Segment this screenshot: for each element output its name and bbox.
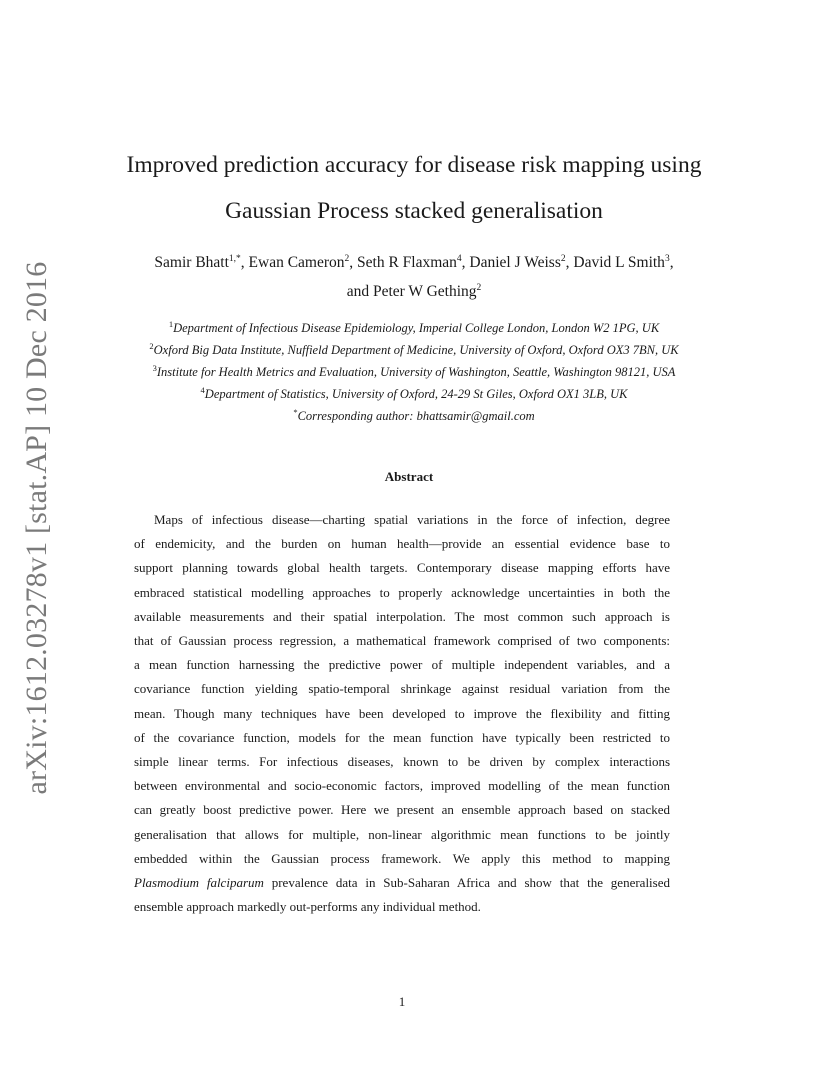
affiliation-text: Institute for Health Metrics and Evaluation, University of Washington, Seattle, Washington 98121, USA: [156, 365, 676, 379]
affiliation: [0, 343, 828, 358]
affiliation-text: Oxford Big Data Institute, Nuffield Department of Medicine, University of Oxford, Oxford OX3 7BN, UK: [153, 343, 679, 357]
author-affiliation-mark: 2: [476, 283, 482, 293]
abstract-line: support planning towards global health targets. Contemporary disease mapping efforts have: [134, 560, 670, 576]
abstract-line: a mean function harnessing the predictive power of multiple independent variables, and a: [134, 657, 670, 673]
author-separator: ,: [461, 254, 470, 271]
corresponding-author: [0, 409, 828, 424]
abstract-line: generalisation that allows for multiple, non-linear algorithmic mean functions to be jointly: [134, 826, 670, 842]
author-affiliation-mark: 3: [664, 254, 670, 264]
affiliation: [0, 321, 828, 336]
abstract-body: [134, 508, 670, 919]
abstract-line: of the covariance function, models for the mean function have typically been restricted to: [134, 729, 670, 745]
author-list: [0, 254, 828, 272]
abstract-heading: Abstract: [384, 469, 434, 484]
author-name: David L Smith: [573, 254, 665, 271]
affiliation-mark: 4: [200, 385, 205, 395]
corresponding-author-text: Corresponding author: bhattsamir@gmail.com: [297, 409, 535, 423]
paper-title-line-2: Gaussian Process stacked generalisation: [225, 198, 603, 224]
abstract-line: mean. Though many techniques have been developed to improve the flexibility and fitting: [134, 705, 670, 721]
affiliation: [0, 365, 828, 380]
author-name: Daniel J Weiss: [469, 254, 561, 271]
affiliation-mark: *: [293, 407, 298, 417]
author-name: Seth R Flaxman: [357, 254, 457, 271]
abstract-line: that of Gaussian process regression, a mathematical framework comprised of two components:: [134, 633, 670, 649]
arxiv-identifier: arXiv:1612.03278v1 [stat.AP] 10 Dec 2016: [20, 261, 53, 795]
author-list-continued: [0, 283, 828, 301]
author-name: Ewan Cameron: [248, 254, 345, 271]
affiliation-mark: 3: [152, 363, 157, 373]
abstract-line: ensemble approach markedly out-performs any individual method.: [134, 899, 481, 915]
affiliation-text: Department of Infectious Disease Epidemiology, Imperial College London, London W2 1PG, UK: [173, 321, 660, 335]
abstract-line: of endemicity, and the burden on human health—provide an essential evidence base to: [134, 536, 670, 552]
author-separator: ,: [565, 254, 574, 271]
affiliation-mark: 1: [168, 319, 174, 329]
abstract-line: embraced statistical modelling approaches to properly acknowledge uncertainties in both the: [134, 584, 670, 600]
author-affiliation-mark: 4: [456, 254, 462, 264]
species-name: Plasmodium falciparum: [134, 875, 264, 891]
author-affiliation-mark: 1,*: [228, 254, 241, 264]
author-affiliation-mark: 2: [560, 254, 566, 264]
abstract-line: between environmental and socio-economic factors, improved modelling of the mean function: [134, 778, 670, 794]
abstract-line: Maps of infectious disease—charting spatial variations in the force of infection, degree: [154, 512, 670, 527]
paper-title-line-1: Improved prediction accuracy for disease risk mapping using: [126, 152, 702, 178]
abstract-line: can greatly boost predictive power. Here we present an ensemble approach based on stacked: [134, 802, 670, 818]
abstract-line: simple linear terms. For infectious diseases, known to be driven by complex interactions: [134, 754, 670, 770]
author-name: Samir Bhatt: [154, 254, 229, 271]
abstract-line: available measurements and their spatial interpolation. The most common such approach is: [134, 608, 670, 624]
affiliation: [0, 387, 828, 402]
affiliation-mark: 2: [149, 341, 154, 351]
abstract-line-rest: prevalence data in Sub-Saharan Africa and show that the generalised: [263, 875, 670, 891]
author-separator: ,: [349, 254, 358, 271]
author-separator: ,: [240, 254, 249, 271]
abstract-line: [134, 871, 670, 895]
abstract-line: covariance function yielding spatio-temporal shrinkage against residual variation from the: [134, 681, 670, 697]
author-name: and Peter W Gething: [346, 283, 477, 300]
page-number: 1: [398, 994, 406, 1009]
author-affiliation-mark: 2: [344, 254, 350, 264]
affiliation-text: Department of Statistics, University of Oxford, 24-29 St Giles, Oxford OX1 3LB, UK: [204, 387, 628, 401]
author-separator: ,: [669, 254, 674, 271]
abstract-line: embedded within the Gaussian process framework. We apply this method to mapping: [134, 850, 670, 866]
